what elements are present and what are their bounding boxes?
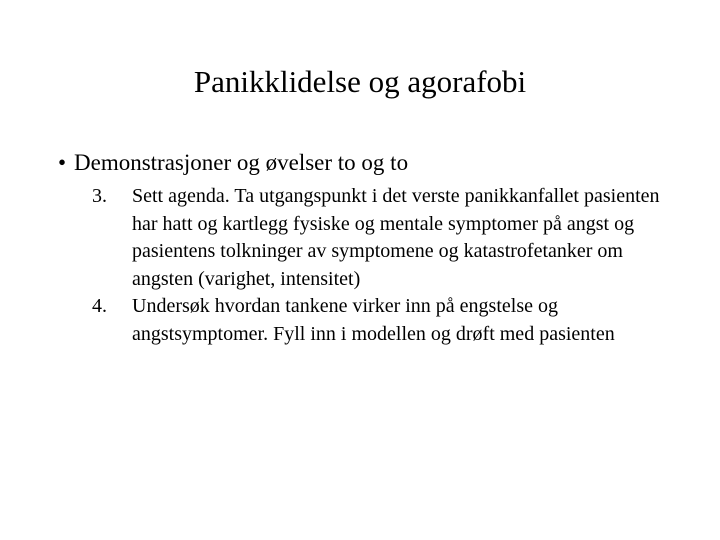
bullet-text: Demonstrasjoner og øvelser to og to bbox=[74, 150, 409, 175]
list-number: 3. bbox=[92, 185, 107, 207]
bullet-marker: • bbox=[58, 150, 67, 175]
list-item-text: Undersøk hvordan tankene virker inn på engstelse og angstsymptomer. Fyll inn i modellen og drøft med pasienten bbox=[132, 295, 615, 345]
numbered-list bbox=[92, 183, 682, 349]
slide-title: Panikklidelse og agorafobi bbox=[193, 64, 527, 99]
bullet-item bbox=[58, 145, 408, 181]
list-item-text: Sett agenda. Ta utgangspunkt i det verste panikkanfallet pasienten har hatt og kartlegg fysiske og mentale symptomer på angst og pasientens tolkninger av symptomene og katastrofetanker om angsten (varighet, intensitet) bbox=[132, 185, 660, 290]
list-item-4 bbox=[92, 293, 682, 348]
list-item-3 bbox=[92, 183, 682, 293]
list-number: 4. bbox=[92, 295, 107, 318]
